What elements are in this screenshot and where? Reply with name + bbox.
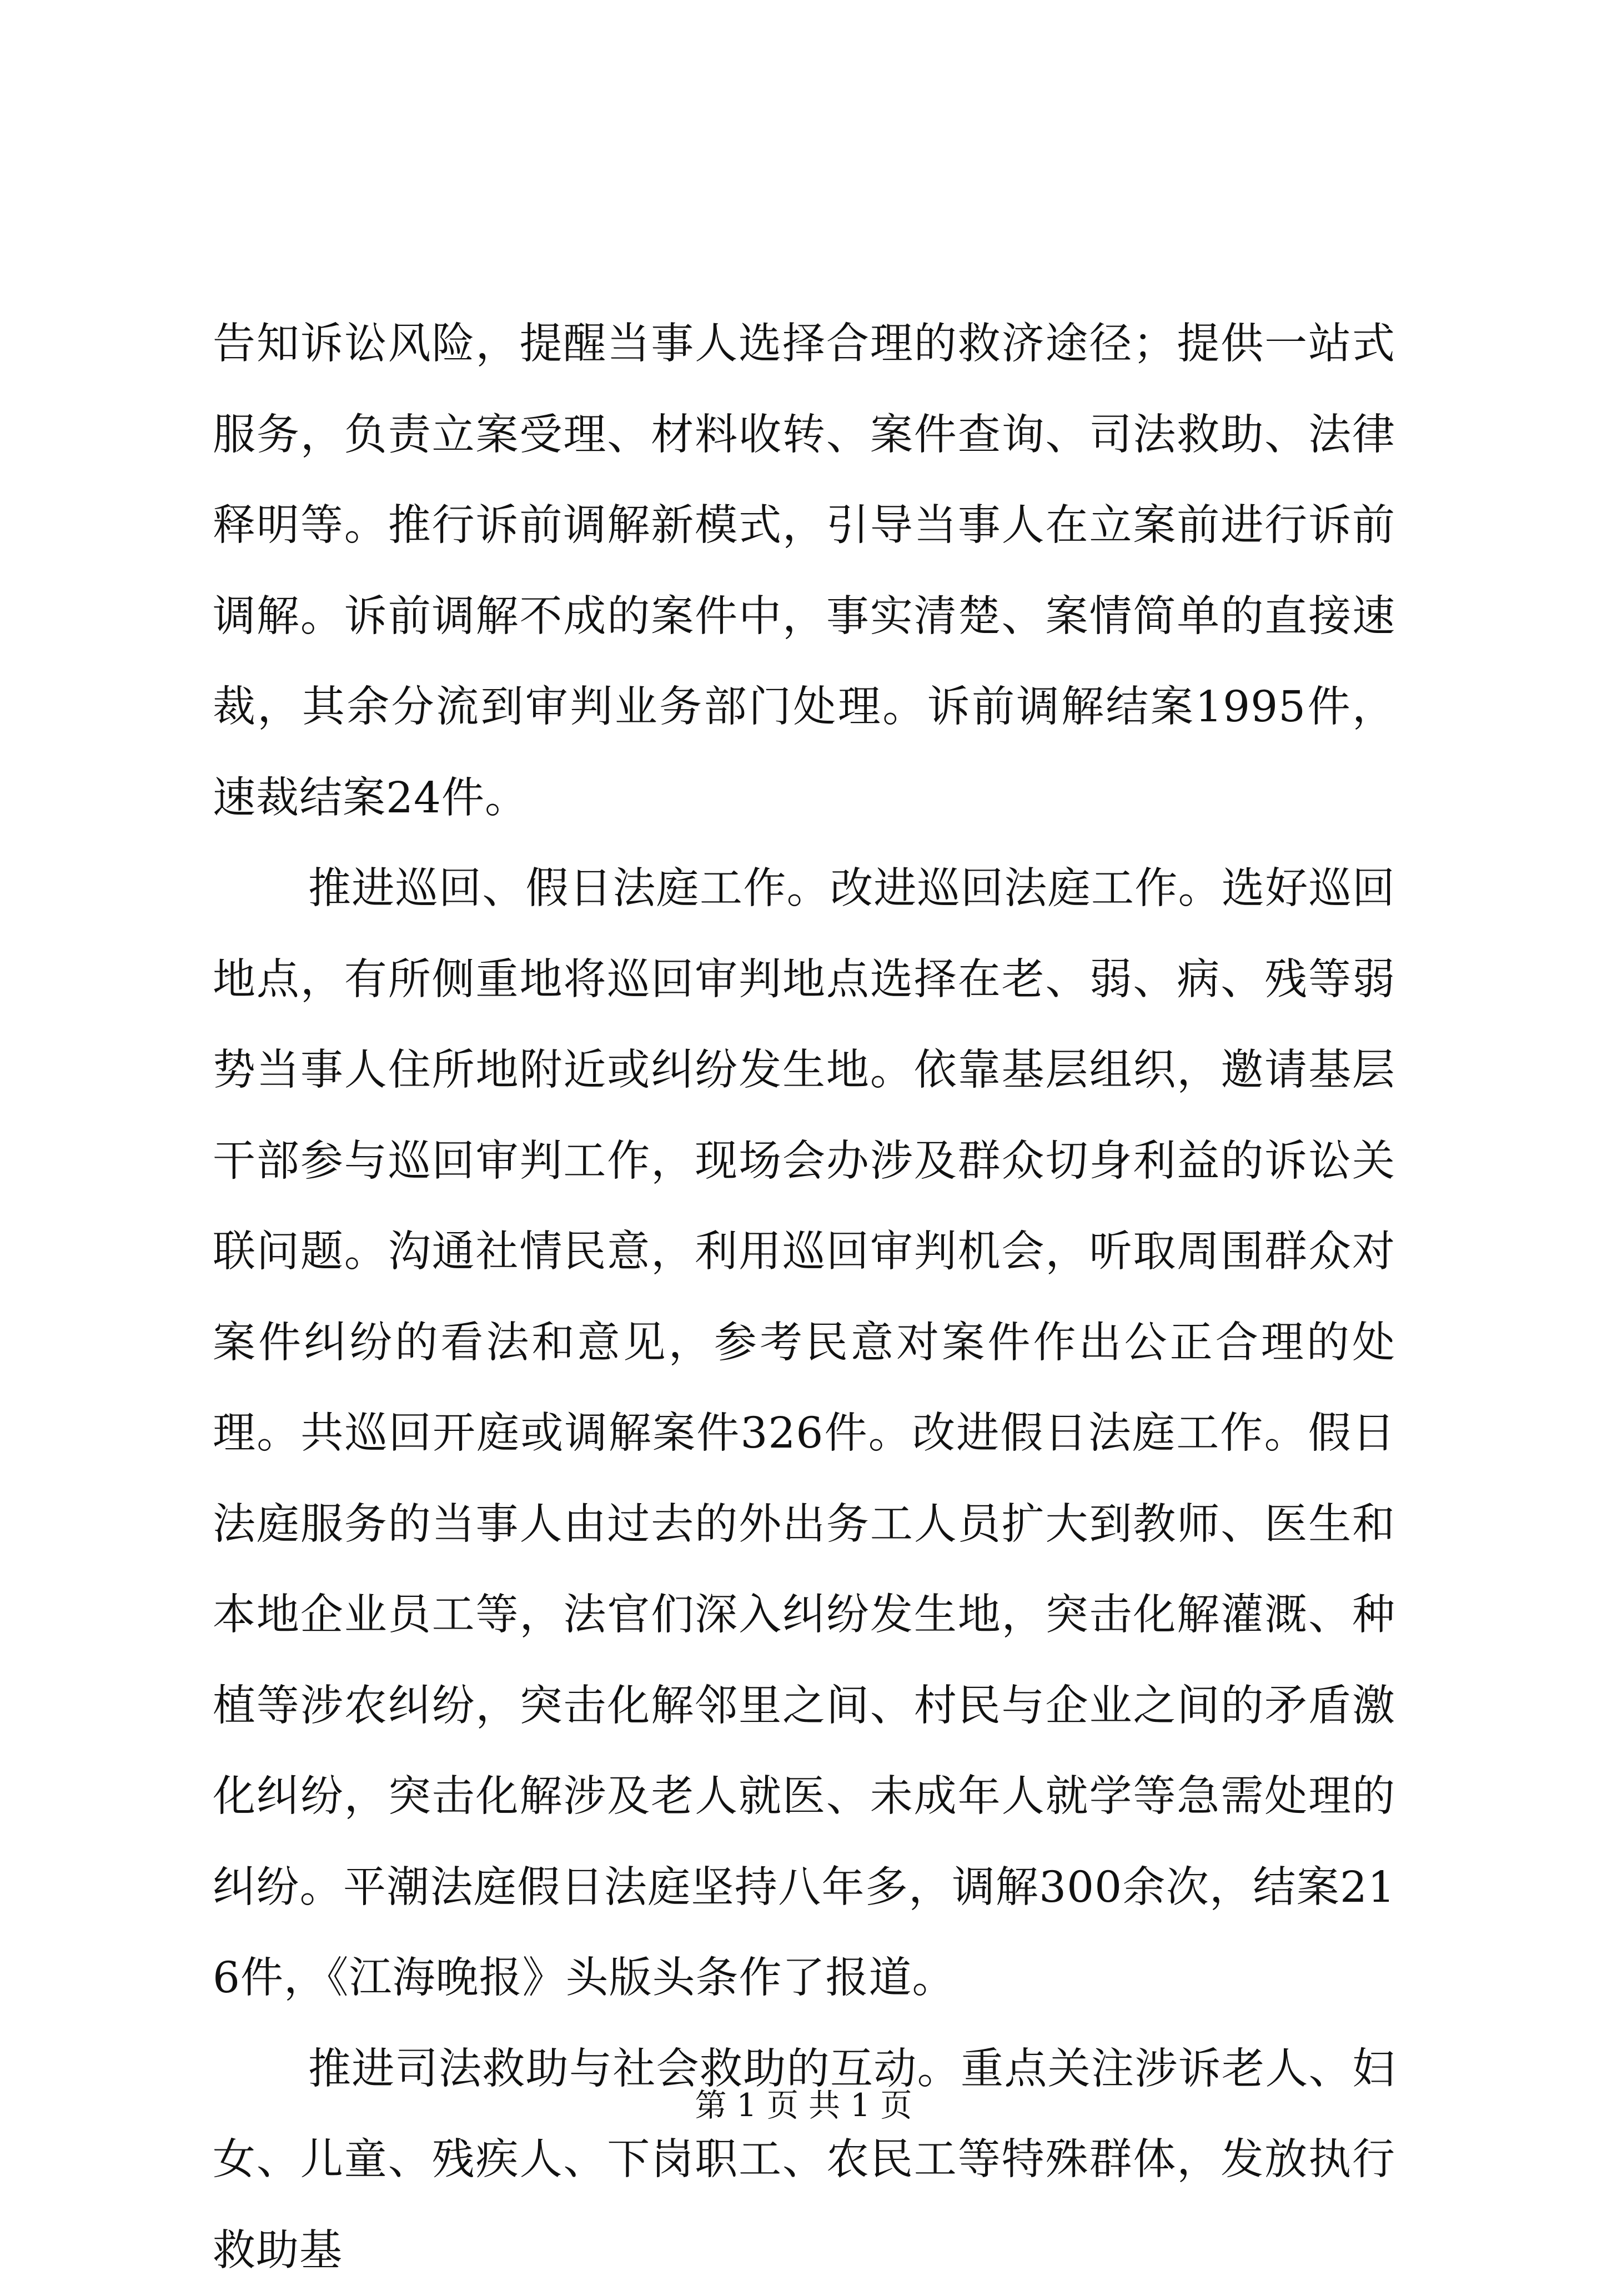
document-body — [213, 299, 1395, 2296]
paragraph-2: 推进巡回、假日法庭工作。改进巡回法庭工作。选好巡回地点，有所侧重地将巡回审判地点选择在老、弱、病、残等弱势当事人住所地附近或纠纷发生地。依靠基层组织，邀请基层干部参与巡回审判工作，现场会办涉及群众切身利益的诉讼关联问题。沟通社情民意，利用巡回审判机会，听取周围群众对案件纠纷的看法和意见，参考民意对案件作出公正合理的处理。共巡回开庭或调解案件326件。改进假日法庭工作。假日法庭服务的当事人由过去的外出务工人员扩大到教师、医生和本地企业员工等，法官们深入纠纷发生地，突击化解灌溉、种植等涉农纠纷，突击化解邻里之间、村民与企业之间的矛盾激化纠纷，突击化解涉及老人就医、未成年人就学等急需处理的纠纷。平潮法庭假日法庭坚持八年多，调解300余次，结案216件，《江海晚报》头版头条作了报道。 — [213, 843, 1395, 2024]
page-footer: 第 1 页 共 1 页 — [0, 2083, 1607, 2128]
paragraph-3: 推进司法救助与社会救助的互动。重点关注涉诉老人、妇女、儿童、残疾人、下岗职工、农民工等特殊群体，发放执行救助基 — [213, 2024, 1395, 2296]
paragraph-1: 告知诉讼风险，提醒当事人选择合理的救济途径；提供一站式服务，负责立案受理、材料收转、案件查询、司法救助、法律释明等。推行诉前调解新模式，引导当事人在立案前进行诉前调解。诉前调解不成的案件中，事实清楚、案情简单的直接速裁，其余分流到审判业务部门处理。诉前调解结案1995件，速裁结案24件。 — [213, 299, 1395, 843]
